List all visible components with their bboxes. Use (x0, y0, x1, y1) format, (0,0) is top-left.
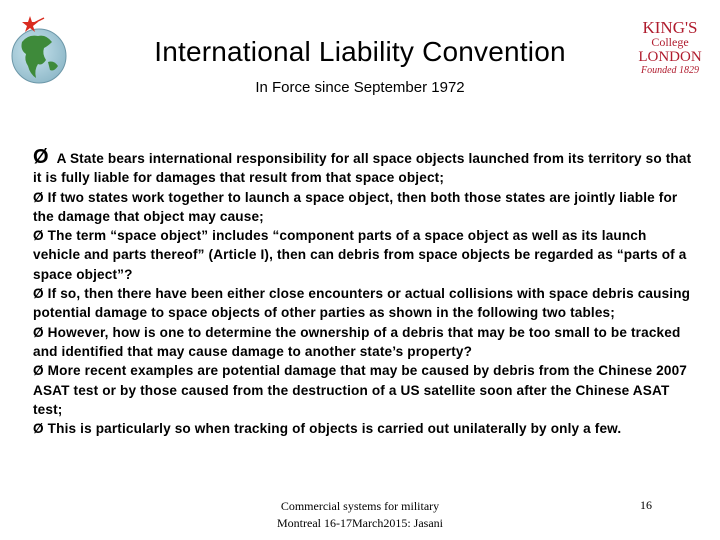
footer-line-1: Commercial systems for military (280, 499, 440, 513)
bullet-item (33, 323, 693, 362)
bullet-text: If two states work together to launch a space object, then both those states are jointly liable for the damage that object may cause; (33, 189, 678, 224)
footer-caption (230, 498, 490, 532)
bullet-item (33, 284, 693, 323)
logo-line-2: College (651, 35, 689, 49)
bullet-text: If so, then there have been either close encounters or actual collisions with space debris causing potential damage to space objects of other parties as shown in the following two tables; (33, 286, 691, 321)
slide-title: International Liability Convention (154, 36, 566, 67)
arrow-bullet-icon: Ø (33, 421, 44, 437)
kings-college-london-logo (630, 16, 710, 76)
arrow-bullet-icon: Ø (33, 363, 44, 379)
bullet-item (33, 419, 693, 438)
bullet-text: More recent examples are potential damage that may be caused by debris from the Chinese 2007 ASAT test or by those caused from the destruction of a US satellite soon after the Chinese ASAT test; (33, 363, 688, 417)
bullet-list (33, 148, 693, 438)
arrow-bullet-icon: Ø (33, 146, 49, 168)
logo-line-4: Founded 1829 (640, 65, 700, 76)
bullet-text: The term “space object” includes “component parts of a space object as well as its launch vehicle and parts thereof” (Article I), then can debris from space objects be regarded as “parts of a space object”? (33, 228, 687, 282)
bullet-text: A State bears international responsibility for all space objects launched from its territory so that it is fully liable for damages that result from that space object; (33, 151, 692, 186)
slide-subtitle: In Force since September 1972 (255, 79, 465, 96)
arrow-bullet-icon: Ø (33, 189, 44, 205)
arrow-bullet-icon: Ø (33, 228, 44, 244)
bullet-item (33, 361, 693, 419)
bullet-item (33, 188, 693, 227)
bullet-text: However, how is one to determine the ownership of a debris that may be too small to be tracked and identified that may cause damage to another state’s property? (33, 324, 681, 359)
arrow-bullet-icon: Ø (33, 324, 44, 340)
arrow-bullet-icon: Ø (33, 286, 44, 302)
page-number: 16 (640, 498, 652, 512)
footer-line-2: Montreal 16-17March2015: Jasani (277, 516, 443, 530)
bullet-text: This is particularly so when tracking of objects is carried out unilaterally by only a few. (47, 421, 622, 437)
bullet-item (33, 226, 693, 284)
bullet-item (33, 148, 693, 188)
logo-line-1: KING'S (642, 18, 698, 37)
logo-line-3: LONDON (638, 49, 702, 65)
